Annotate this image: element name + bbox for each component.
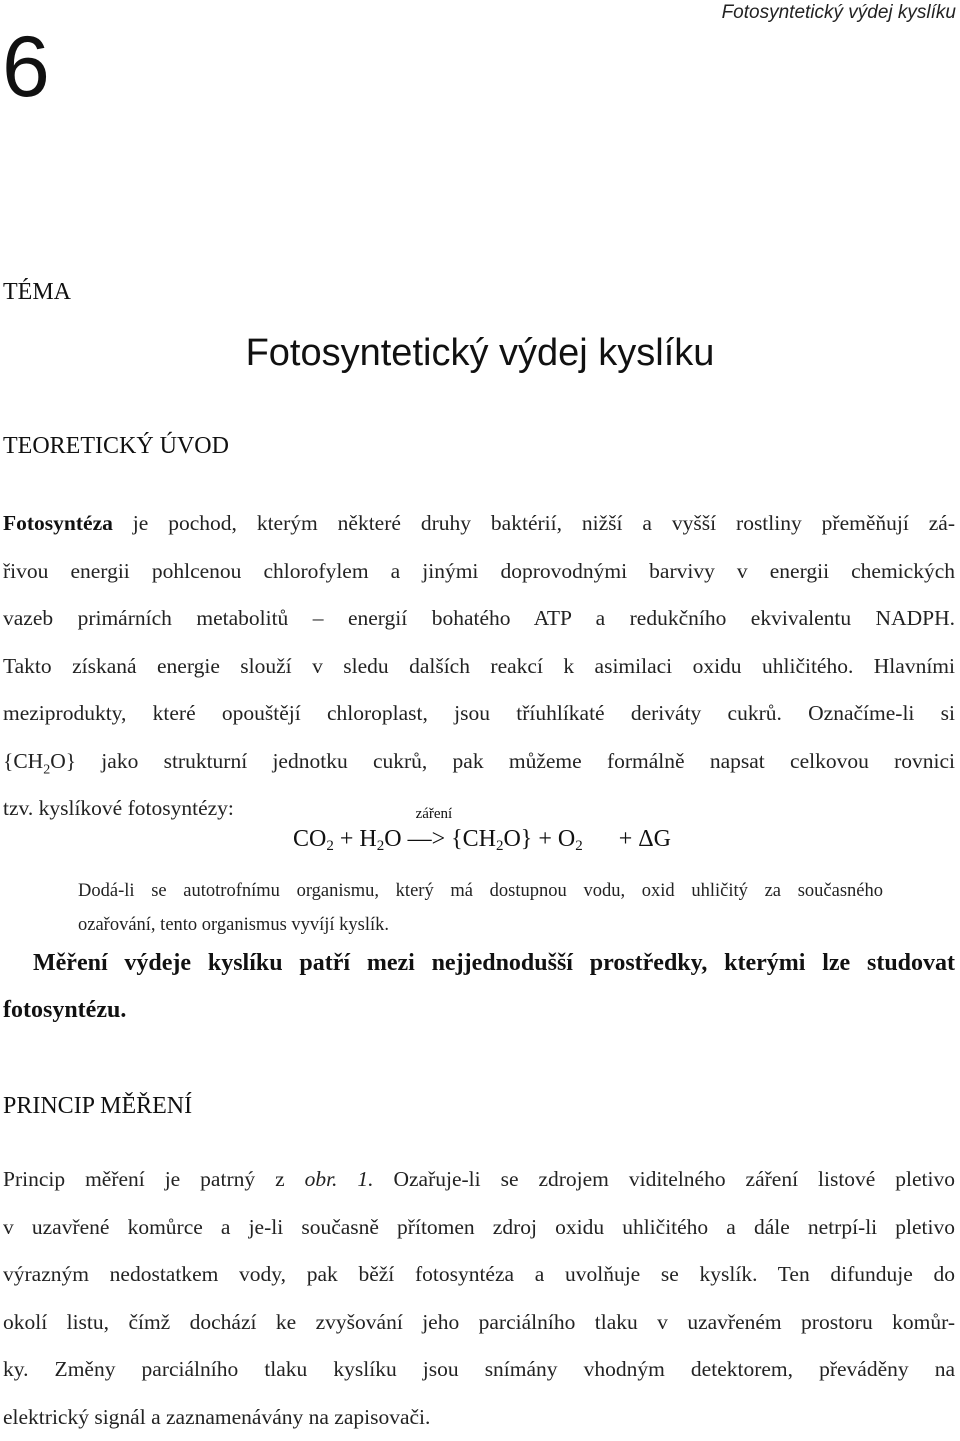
principle-paragraph — [3, 1156, 955, 1441]
page-title — [0, 332, 960, 375]
text-line: Fotosyntéza je pochod, kterým některé druhy baktérií, nižší a vyšší rostliny přeměňují zá- — [3, 500, 955, 548]
text-line: vazeb primárních metabolitů – energií bohatého ATP a redukčního ekvivalentu NADPH. — [3, 595, 955, 643]
arrow-label: záření — [416, 806, 453, 823]
figure-reference: obr. 1. — [305, 1167, 374, 1191]
section-heading-principle: PRINCIP MĚŘENÍ — [3, 1093, 192, 1120]
note-paragraph — [78, 874, 883, 942]
text-line: Měření výdeje kyslíku patří mezi nejjednodušší prostředky, kterými lze studovat — [3, 940, 955, 987]
text-line: ozařování, tento organismus vyvíjí kyslík. — [78, 908, 883, 942]
chapter-number: 6 — [2, 24, 50, 110]
text-line: okolí listu, čímž dochází ke zvyšování jeho parciálního tlaku v uzavřeném prostoru komůr- — [3, 1299, 955, 1347]
intro-paragraph — [3, 500, 955, 833]
running-header: Fotosyntetický výdej kyslíku — [722, 2, 956, 24]
bold-statement — [3, 940, 955, 1034]
section-heading-intro: TEORETICKÝ ÚVOD — [3, 433, 229, 460]
section-heading-tema: TÉMA — [3, 279, 71, 306]
text-line: Dodá-li se autotrofnímu organismu, který má dostupnou vodu, oxid uhličitý za současného — [78, 874, 883, 908]
text-line: elektrický signál a zaznamenávány na zapisovači. — [3, 1394, 955, 1441]
text-line: řivou energii pohlcenou chlorofylem a jinými doprovodnými barvivy v energii chemických — [3, 548, 955, 596]
text-line: ky. Změny parciálního tlaku kyslíku jsou snímány vhodným detektorem, převáděny na — [3, 1346, 955, 1394]
photosynthesis-equation: $CO_2 + H_2O$ záření —> $\{CH_2O\} + O_2 + \Delta G$ — [293, 826, 671, 855]
text-line: tzv. kyslíkové fotosyntézy: — [3, 785, 955, 833]
text-line: $\{CH_2O\}$ jako strukturní jednotku cukrů, pak můžeme formálně napsat celkovou rovnici — [3, 738, 955, 786]
term-fotosynteza: Fotosyntéza — [3, 511, 113, 535]
page-title-text: Fotosyntetický výdej kyslíku — [246, 332, 715, 374]
delta-g: + ΔG — [619, 826, 671, 852]
reaction-arrow: záření —> — [408, 826, 446, 853]
text-line: fotosyntézu. — [3, 987, 955, 1034]
text-line: Princip měření je patrný z obr. 1. Ozařuje-li se zdrojem viditelného záření listové pletivo — [3, 1156, 955, 1204]
text-line: meziprodukty, které opouštějí chloroplast, jsou tříuhlíkaté deriváty cukrů. Označíme-li si — [3, 690, 955, 738]
text-line: Takto získaná energie slouží v sledu dalších reakcí k asimilaci oxidu uhličitého. Hlavními — [3, 643, 955, 691]
text-line: v uzavřené komůrce a je-li současně přítomen zdroj oxidu uhličitého a dále netrpí-li pletivo — [3, 1204, 955, 1252]
text-line: výrazným nedostatkem vody, pak běží fotosyntéza a uvolňuje se kyslík. Ten difunduje do — [3, 1251, 955, 1299]
